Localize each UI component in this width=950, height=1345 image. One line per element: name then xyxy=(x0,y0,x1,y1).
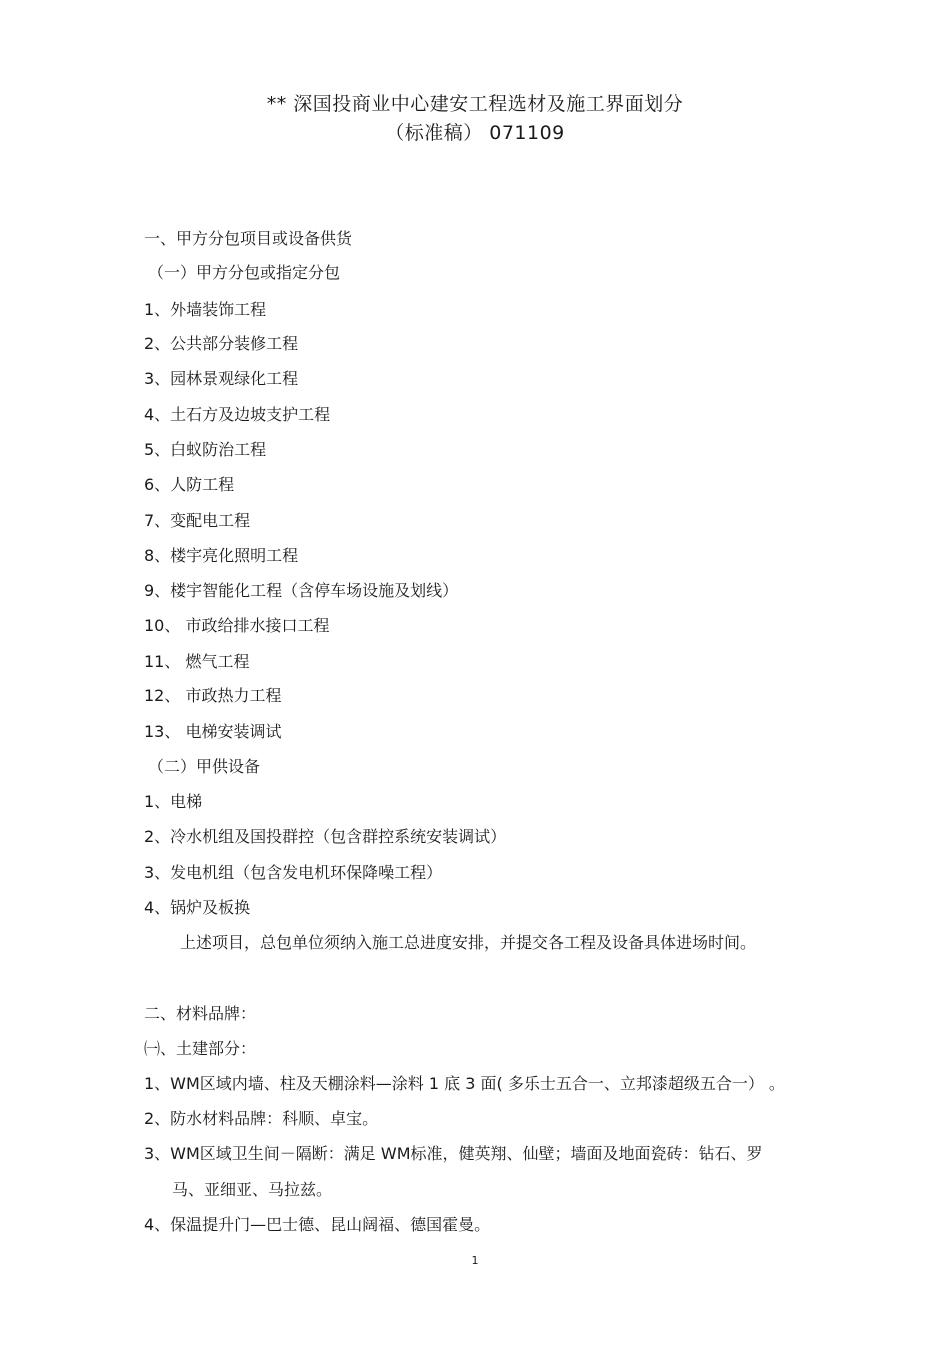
section2-heading: 二、材料品牌： xyxy=(144,1004,257,1023)
list-item: 10、 市政给排水接口工程 xyxy=(144,616,330,635)
list-item: 5、白蚁防治工程 xyxy=(144,440,267,459)
list-item: 8、楼宇亮化照明工程 xyxy=(144,546,299,565)
list-item: 2、冷水机组及国投群控（包含群控系统安装调试） xyxy=(144,827,507,846)
list-item: 7、变配电工程 xyxy=(144,511,251,530)
list-item: 1、外墙装饰工程 xyxy=(144,300,267,319)
list-item: 3、园林景观绿化工程 xyxy=(144,369,299,388)
list-item: 1、电梯 xyxy=(144,792,203,811)
document-title-line2: （标准稿） 071109 xyxy=(385,122,565,144)
list-item: 3、WM区域卫生间－隔断：满足 WM标准，健英翔、仙壁；墙面及地面瓷砖：钻石、罗 xyxy=(144,1144,763,1163)
list-item: 4、土石方及边坡支护工程 xyxy=(144,405,331,424)
section1-sub1-heading: （一）甲方分包或指定分包 xyxy=(148,263,341,282)
list-item: 11、 燃气工程 xyxy=(144,652,250,671)
section1-note: 上述项目，总包单位须纳入施工总进度安排，并提交各工程及设备具体进场时间。 xyxy=(180,933,757,952)
section1-sub2-heading: （二）甲供设备 xyxy=(148,757,261,776)
section1-heading: 一、甲方分包项目或设备供货 xyxy=(144,229,353,248)
list-item: 13、 电梯安装调试 xyxy=(144,722,282,741)
section2-sub1-heading: ㈠、土建部分： xyxy=(144,1039,257,1058)
list-item: 1、WM区域内墙、柱及天棚涂料—涂料 1 底 3 面( 多乐士五合一、立邦漆超级五合一） 。 xyxy=(144,1074,785,1093)
list-item: 2、防水材料品牌：科顺、卓宝。 xyxy=(144,1109,379,1128)
list-item: 4、保温提升门—巴士德、昆山阔福、德国霍曼。 xyxy=(144,1215,491,1234)
document-title-line1: ** 深国投商业中心建安工程选材及施工界面划分 xyxy=(266,93,684,115)
list-item: 12、 市政热力工程 xyxy=(144,686,282,705)
list-item: 4、锅炉及板换 xyxy=(144,898,251,917)
list-item: 3、发电机组（包含发电机环保降噪工程） xyxy=(144,863,443,882)
page-number: 1 xyxy=(471,1254,479,1267)
list-item: 2、公共部分装修工程 xyxy=(144,334,299,353)
list-item: 6、人防工程 xyxy=(144,475,235,494)
list-item: 9、楼宇智能化工程（含停车场设施及划线） xyxy=(144,581,459,600)
list-item-continuation: 马、亚细亚、马拉兹。 xyxy=(172,1180,333,1199)
